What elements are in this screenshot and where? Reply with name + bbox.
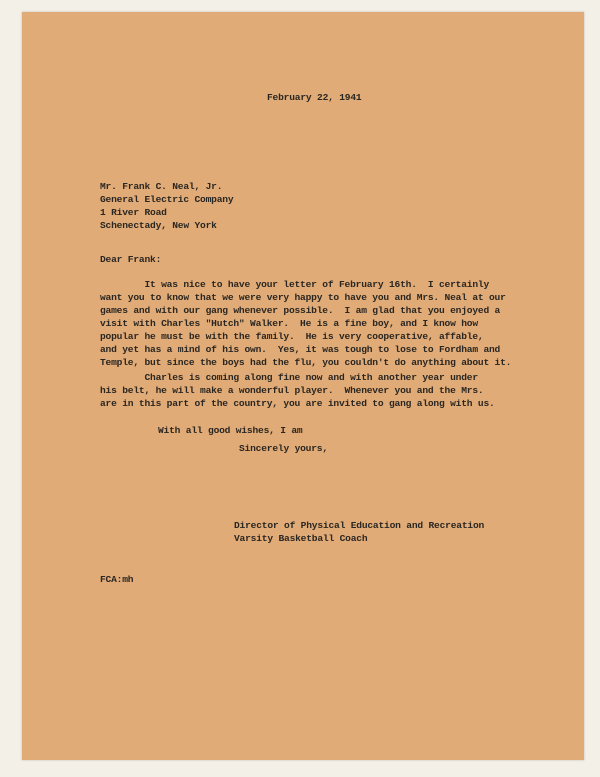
recipient-address — [100, 180, 233, 232]
paragraph-line: Charles is coming along fine now and with another year under — [100, 372, 478, 383]
salutation: Dear Frank: — [100, 254, 162, 265]
reference-initials: FCA:mh — [100, 574, 134, 585]
recipient-city: Schenectady, New York — [100, 220, 217, 231]
letter-date: February 22, 1941 — [267, 92, 362, 103]
body-paragraph-2 — [100, 371, 495, 410]
recipient-company: General Electric Company — [100, 194, 234, 205]
valediction: Sincerely yours, — [239, 443, 328, 454]
paragraph-line: Temple, but since the boys had the flu, you couldn't do anything about it. — [100, 357, 512, 368]
recipient-name: Mr. Frank C. Neal, Jr. — [100, 181, 223, 192]
paragraph-line: visit with Charles "Hutch" Walker. He is a fine boy, and I know how — [100, 318, 478, 329]
recipient-street: 1 River Road — [100, 207, 167, 218]
signature-block — [234, 519, 484, 545]
paragraph-line: want you to know that we were very happy to have you and Mrs. Neal at our — [100, 292, 506, 303]
paragraph-line: popular he must be with the family. He is very cooperative, affable, — [100, 331, 484, 342]
letter-sheet — [22, 12, 584, 760]
signature-title: Director of Physical Education and Recreation — [234, 520, 485, 531]
signature-role: Varsity Basketball Coach — [234, 533, 368, 544]
paragraph-line: and yet has a mind of his own. Yes, it was tough to lose to Fordham and — [100, 344, 501, 355]
paragraph-line: his belt, he will make a wonderful player. Whenever you and the Mrs. — [100, 385, 484, 396]
paragraph-line: It was nice to have your letter of February 16th. I certainly — [100, 279, 490, 290]
body-paragraph-1 — [100, 278, 511, 369]
paragraph-line: are in this part of the country, you are invited to gang along with us. — [100, 398, 495, 409]
closing-line: With all good wishes, I am — [158, 425, 303, 436]
paragraph-line: games and with our gang whenever possible. I am glad that you enjoyed a — [100, 305, 501, 316]
